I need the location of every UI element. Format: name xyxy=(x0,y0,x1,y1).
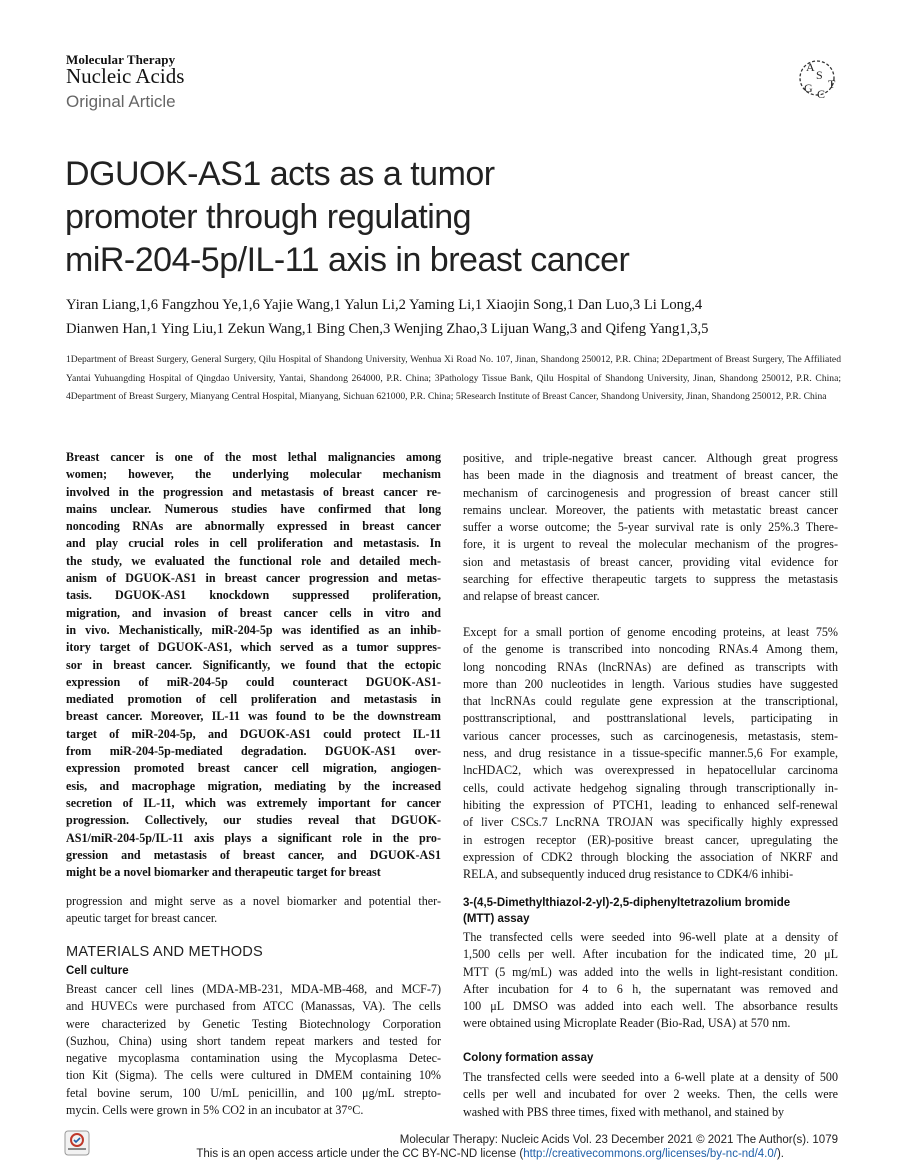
text-line: breast cancer. Moreover, IL-11 was found to be the downstream xyxy=(66,709,441,724)
text-line: of liver CSCs.7 LncRNA TROJAN was specifically highly expressed xyxy=(463,815,838,830)
text-line: tasis. DGUOK-AS1 knockdown suppressed proliferation, xyxy=(66,588,441,603)
text-line: in estrogen receptor (ER)-positive breast cancer, upregulating the xyxy=(463,832,838,847)
text-line: The transfected cells were seeded into a 6-well plate at a density of 500 xyxy=(463,1070,838,1084)
text-line: mycin. Cells were grown in 5% CO2 in an incubator at 37°C. xyxy=(66,1103,364,1118)
title-line: miR-204-5p/IL-11 axis in breast cancer xyxy=(65,241,630,279)
footer-citation: Molecular Therapy: Nucleic Acids Vol. 23 December 2021 © 2021 The Author(s). 1079 xyxy=(399,1134,838,1146)
text-line: expression of CDK2 through blocking the association of NKRF and xyxy=(463,849,838,864)
text-line: involved in the progression and metastasis of breast cancer re- xyxy=(66,484,441,499)
text-line: itory target of DGUOK-AS1, which served as a tumor suppres- xyxy=(66,640,441,655)
text-line: gression and metastasis of breast cancer, and DGUOK-AS1 xyxy=(66,847,441,862)
text-line: Except for a small portion of genome encoding proteins, at least 75% xyxy=(463,625,838,639)
text-line: in vivo. Mechanistically, miR-204-5p was identified as an inhib- xyxy=(66,622,441,637)
text-line: lncHDAC2, which was overexpressed in hepatocellular carcinoma xyxy=(463,763,838,778)
journal-name: Nucleic Acids xyxy=(66,64,185,88)
text-line: sor in breast cancer. Significantly, we found that the ectopic xyxy=(66,657,441,672)
text-line: expression promoted breast cancer cell migration, angiogen- xyxy=(66,761,441,776)
author-line: Dianwen Han,1 Ying Liu,1 Zekun Wang,1 Bing Chen,3 Wenjing Zhao,3 Lijuan Wang,3 and Qifeng Yang1,3,5 xyxy=(66,321,709,337)
text-line: sion and metastasis of breast cancer, providing vital evidence for xyxy=(463,554,838,569)
text-line: After incubation for 4 to 6 h, the supernatant was removed and xyxy=(463,981,838,996)
colony-text xyxy=(463,1069,838,1121)
text-line: were obtained using Microplate Reader (Bio-Rad, USA) at 570 nm. xyxy=(463,1016,791,1031)
text-line: noncoding RNAs are abnormally expressed in breast cancer xyxy=(66,519,441,534)
text-line: and HUVECs were purchased from ATCC (Manassas, VA). The cells xyxy=(66,999,441,1014)
text-line: progression and might serve as a novel biomarker and potential ther- xyxy=(66,894,441,908)
text-line: of the genome is transcribed into noncoding RNAs.4 Among them, xyxy=(463,642,838,657)
text-line: and relapse of breast cancer. xyxy=(463,589,600,604)
text-line: The transfected cells were seeded into 96-well plate at a density of xyxy=(463,930,838,944)
text-line: posttranscriptional, and posttranslational levels, participating in xyxy=(463,711,838,726)
text-line: remains unclear. Moreover, the patients with metastatic breast cancer xyxy=(463,502,838,517)
text-line: fetal bovine serum, 100 U/mL penicillin, and 100 μg/mL strepto- xyxy=(66,1085,441,1100)
intro-paragraph-2 xyxy=(463,624,838,883)
text-line: ness, and drug resistance in a tissue-specific manner.5,6 For example, xyxy=(463,746,838,761)
text-line: positive, and triple-negative breast cancer. Although great progress xyxy=(463,451,838,465)
text-line: esis, and macrophage migration, mediating by the increased xyxy=(66,778,441,793)
text-line: might be a novel biomarker and therapeutic target for breast xyxy=(66,865,381,880)
affiliations: 1Department of Breast Surgery, General Surgery, Qilu Hospital of Shandong University, Wenhua Xi Road No. 107, Jinan, Shandong 250012, P.R. China; 2Department of Breast Surgery, The Affiliated Yantai Yuhuangding Hospital of Qingdao University, Yantai, Shandong 264000, P.R. China; 3Pathology Tissue Bank, Qilu Hospital of Shandong University, Jinan, Shandong 250012, P.R. China; 4Department of Breast Surgery, Mianyang Central Hospital, Mianyang, Sichuan 621000, P.R. China; 5Research Institute of Breast Cancer, Shandong University, Jinan, Shandong 250012, P.R. China xyxy=(66,354,841,402)
text-line: tion Kit (Sigma). The cells were cultured in DMEM containing 10% xyxy=(66,1068,441,1083)
text-line: women; however, the underlying molecular mechanism xyxy=(66,467,441,482)
text-line: migration, and invasion of breast cancer cells in vitro and xyxy=(66,605,441,620)
text-line: mediated promotion of cell proliferation and metastasis in xyxy=(66,692,441,707)
text-line: fore, it is urgent to reveal the molecular mechanism of the progres- xyxy=(463,537,838,552)
text-line: mains unclear. Numerous studies have confirmed that long xyxy=(66,501,441,516)
license-prefix: This is an open access article under the CC BY-NC-ND license ( xyxy=(196,1148,524,1160)
left-continuation xyxy=(66,893,441,928)
text-line: various cancer processes, such as carcinogenesis, metastasis, stem- xyxy=(463,728,838,743)
text-line: anism of DGUOK-AS1 in breast cancer progression and metas- xyxy=(66,571,441,586)
text-line: 1,500 cells per well. After incubation for the indicated time, 20 μL xyxy=(463,947,838,962)
article-title xyxy=(65,153,765,282)
text-line: Breast cancer cell lines (MDA-MB-231, MDA-MB-468, and MCF-7) xyxy=(66,982,441,996)
text-line: the study, we evaluated the functional role and detailed mech- xyxy=(66,553,441,568)
text-line: secretion of IL-11, which was extremely important for cancer xyxy=(66,795,441,810)
text-line: searching for effective therapeutic targets to suppress the metastasis xyxy=(463,572,838,587)
svg-text:C: C xyxy=(817,87,826,101)
text-line: cells, could activate hedgehog signaling through transcriptionally in- xyxy=(463,780,838,795)
text-line: negative mycoplasma contamination using the Mycoplasma Detec- xyxy=(66,1051,441,1066)
text-line: washed with PBS three times, fixed with methanol, and stained by xyxy=(463,1104,785,1119)
text-line: has been made in the diagnosis and treatment of breast cancer, the xyxy=(463,468,838,483)
text-line: MTT (5 mg/mL) was added into the wells in light-resistant condition. xyxy=(463,964,838,979)
title-line: DGUOK-AS1 acts as a tumor xyxy=(65,155,495,193)
abstract xyxy=(66,449,441,881)
text-line: from miR-204-5p-mediated degradation. DGUOK-AS1 over- xyxy=(66,744,441,759)
colony-heading: Colony formation assay xyxy=(463,1052,594,1064)
text-line: that lncRNAs could regulate gene expression at the transcriptional, xyxy=(463,694,838,709)
mtt-text xyxy=(463,929,838,1033)
methods-section-title: MATERIALS AND METHODS xyxy=(66,944,263,960)
text-line: progression. Collectively, our studies reveal that DGUOK- xyxy=(66,813,441,828)
text-line: 100 μL DMSO was added into each well. The absorbance results xyxy=(463,999,838,1014)
text-line: AS1/miR-204-5p/IL-11 axis plays a significant role in the pro- xyxy=(66,830,441,845)
text-line: RELA, and subsequently induced drug resistance to CDK4/6 inhibi- xyxy=(463,867,794,882)
mtt-heading-line: (MTT) assay xyxy=(463,913,530,925)
license-link[interactable]: http://creativecommons.org/licenses/by-nc-nd/4.0/ xyxy=(523,1148,777,1160)
text-line: and play crucial roles in cell proliferation and metastasis. In xyxy=(66,536,441,551)
footer-license xyxy=(0,1148,784,1160)
asgct-logo xyxy=(793,54,841,102)
svg-text:S: S xyxy=(816,68,823,82)
cell-culture-heading: Cell culture xyxy=(66,965,129,977)
text-line: suffer a worse outcome; the 5-year survival rate is only 25%.3 There- xyxy=(463,520,838,535)
svg-text:T: T xyxy=(828,77,836,91)
text-line: expression of miR-204-5p could counteract DGUOK-AS1- xyxy=(66,674,441,689)
text-line: apeutic target for breast cancer. xyxy=(66,911,218,926)
author-line: Yiran Liang,1,6 Fangzhou Ye,1,6 Yajie Wang,1 Yalun Li,2 Yaming Li,1 Xiaojin Song,1 Dan Luo,3 Li Long,4 xyxy=(66,297,703,313)
mtt-heading-line: 3-(4,5-Dimethylthiazol-2-yl)-2,5-diphenyltetrazolium bromide xyxy=(463,897,791,909)
svg-text:A: A xyxy=(806,60,815,74)
text-line: hibiting the expression of PTCH1, leading to enhanced self-renewal xyxy=(463,797,838,812)
article-type: Original Article xyxy=(66,92,176,111)
journal-series: Molecular Therapy xyxy=(66,52,176,67)
text-line: target of miR-204-5p, and DGUOK-AS1 could protect IL-11 xyxy=(66,726,441,741)
text-line: were characterized by Genetic Testing Biotechnology Corporation xyxy=(66,1016,441,1031)
text-line: mechanism of carcinogenesis and progression of breast cancer still xyxy=(463,485,838,500)
svg-text:G: G xyxy=(804,81,813,95)
author-list xyxy=(66,293,846,341)
title-line: promoter through regulating xyxy=(65,198,472,236)
cell-culture-text xyxy=(66,981,441,1119)
mtt-heading xyxy=(463,895,790,927)
text-line: Breast cancer is one of the most lethal malignancies among xyxy=(66,450,441,464)
text-line: (Suzhou, China) using short tandem repeat markers and tested for xyxy=(66,1033,441,1048)
text-line: long noncoding RNAs (lncRNAs) are defined as transcripts with xyxy=(463,659,838,674)
text-line: more than 200 nucleotides in length. Various studies have suggested xyxy=(463,676,838,691)
license-suffix: ). xyxy=(776,1148,784,1160)
text-line: cells per well and incubated for over 2 weeks. Then, the cells were xyxy=(463,1087,838,1102)
intro-paragraph-1 xyxy=(463,450,838,606)
